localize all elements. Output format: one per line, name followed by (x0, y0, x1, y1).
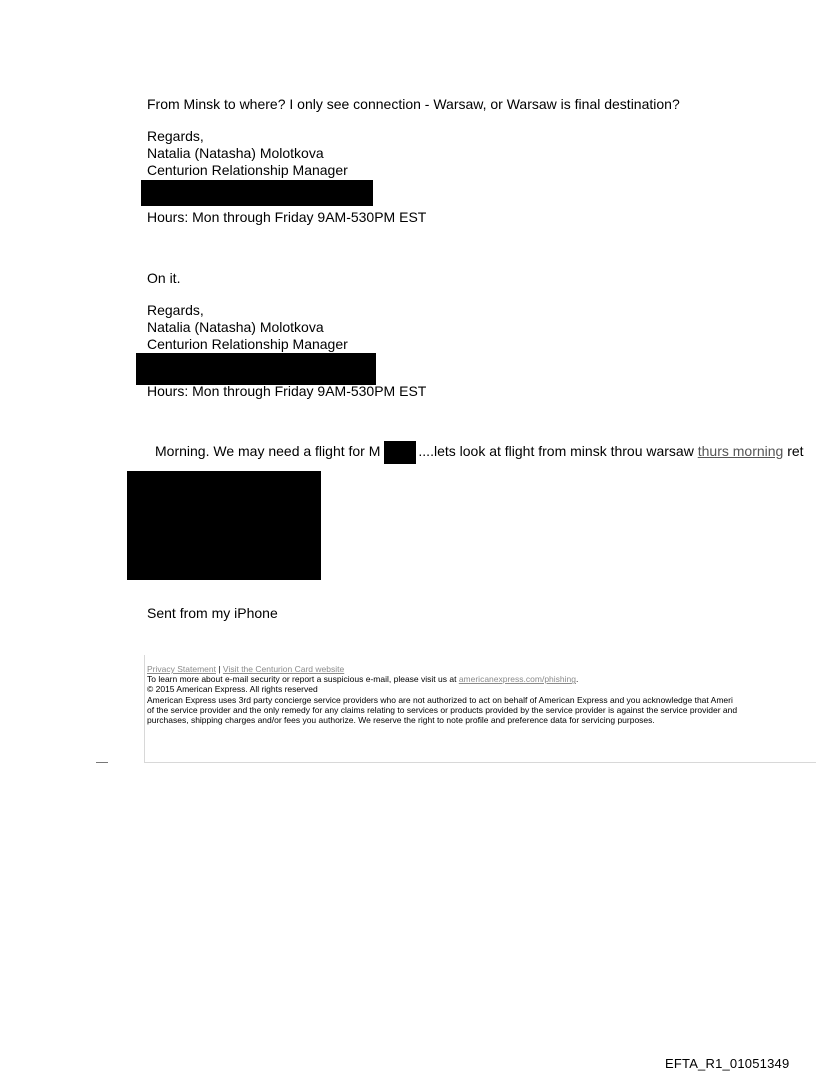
page-mark (96, 762, 108, 763)
privacy-statement-link[interactable]: Privacy Statement (147, 664, 216, 674)
footer-disclaimer-line: purchases, shipping charges and/or fees you authorize. We reserve the right to note profile and preference data for servicing purposes. (147, 715, 655, 726)
footer-links-line (147, 664, 816, 674)
email-footer (147, 664, 816, 725)
reply2-regards: Regards, (147, 302, 204, 318)
redaction-box (384, 441, 416, 464)
original-message-text-tail: ret (783, 443, 804, 459)
phishing-link[interactable]: americanexpress.com/phishing (458, 674, 576, 685)
reply1-regards: Regards, (147, 128, 204, 144)
thurs-morning-link[interactable]: thurs morning (697, 443, 784, 459)
footer-separator: | (215, 664, 223, 674)
footer-frame-border (144, 655, 145, 763)
reply2-sender-title: Centurion Relationship Manager (147, 336, 348, 352)
footer-disclaimer-line: of the service provider and the only remedy for any claims relating to services or products provided by the service provider is against the service provider and (147, 704, 738, 715)
centurion-website-link[interactable]: Visit the Centurion Card website (222, 664, 345, 674)
original-message-text: Morning. We may need a flight for M (155, 443, 381, 459)
original-message-line (155, 443, 804, 460)
reply1-hours: Hours: Mon through Friday 9AM-530PM EST (147, 209, 427, 225)
reply1-sender-title: Centurion Relationship Manager (147, 162, 348, 178)
document-id: EFTA_R1_01051349 (665, 1056, 790, 1071)
reply1-sender-name: Natalia (Natasha) Molotkova (147, 145, 324, 161)
original-message-text-continued: ....lets look at flight from minsk throu warsaw (418, 443, 698, 459)
footer-frame-border (144, 762, 816, 763)
redaction-box (141, 180, 373, 206)
footer-copyright: © 2015 American Express. All rights reserved (147, 684, 318, 695)
footer-security-line (147, 674, 816, 684)
reply2-body: On it. (147, 270, 181, 286)
sent-from-signature: Sent from my iPhone (147, 605, 278, 621)
reply2-sender-name: Natalia (Natasha) Molotkova (147, 319, 324, 335)
reply1-question: From Minsk to where? I only see connection - Warsaw, or Warsaw is final destination? (147, 96, 680, 112)
footer-security-text: To learn more about e-mail security or report a suspicious e-mail, please visit us at (147, 674, 459, 685)
footer-security-end: . (575, 674, 579, 685)
redaction-box (136, 353, 376, 385)
redaction-box (127, 471, 321, 580)
footer-disclaimer-line: American Express uses 3rd party concierge service providers who are not authorized to act on behalf of American Express and you acknowledge that Ameri (147, 694, 733, 705)
reply2-hours: Hours: Mon through Friday 9AM-530PM EST (147, 383, 427, 399)
